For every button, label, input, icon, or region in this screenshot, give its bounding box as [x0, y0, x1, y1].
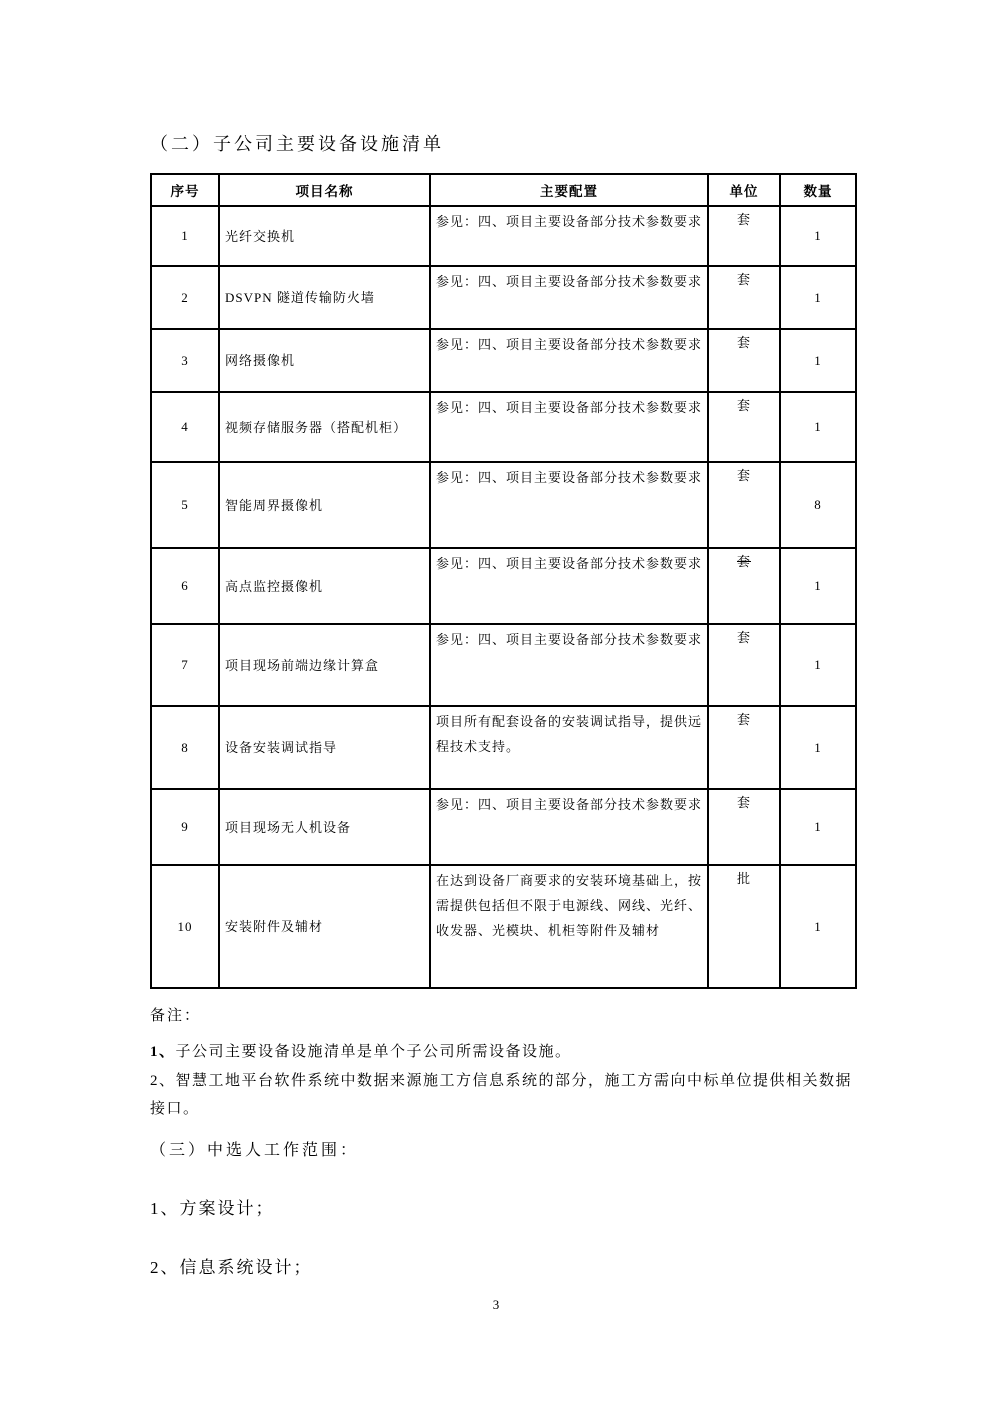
table-header-row: [151, 174, 856, 206]
cell-config: 参见：四、项目主要设备部分技术参数要求: [430, 266, 708, 329]
page-number: 3: [492, 1297, 500, 1312]
section-2-heading: （二）子公司主要设备设施清单: [150, 134, 444, 154]
table-row: [151, 624, 856, 706]
note-item-1: [150, 1038, 856, 1066]
cell-no: 10: [151, 865, 219, 988]
cell-qty: 1: [780, 392, 856, 462]
cell-qty: 1: [780, 624, 856, 706]
notes-section: [150, 1004, 856, 1123]
cell-config: 参见：四、项目主要设备部分技术参数要求: [430, 206, 708, 266]
cell-name: 智能周界摄像机: [219, 462, 430, 548]
cell-name: 高点监控摄像机: [219, 548, 430, 624]
table-row: [151, 865, 856, 988]
cell-no: 5: [151, 462, 219, 548]
cell-config: 在达到设备厂商要求的安装环境基础上，按需提供包括但不限于电源线、网线、光纤、收发器、光模块、机柜等附件及辅材: [430, 865, 708, 988]
cell-name: 光纤交换机: [219, 206, 430, 266]
cell-unit: 套: [708, 462, 780, 548]
scope-item-2: 2、信息系统设计；: [150, 1258, 313, 1277]
cell-config: 参见：四、项目主要设备部分技术参数要求: [430, 462, 708, 548]
cell-unit: 套: [708, 266, 780, 329]
table-row: [151, 462, 856, 548]
cell-config: 参见：四、项目主要设备部分技术参数要求: [430, 789, 708, 865]
cell-config: 参见：四、项目主要设备部分技术参数要求: [430, 392, 708, 462]
cell-no: 9: [151, 789, 219, 865]
table-row: [151, 548, 856, 624]
cell-config: 参见：四、项目主要设备部分技术参数要求: [430, 548, 708, 624]
cell-unit: 套: [708, 392, 780, 462]
cell-unit: 套: [708, 624, 780, 706]
table-row: [151, 206, 856, 266]
cell-unit-strikethrough: 套: [708, 548, 780, 624]
cell-unit: 套: [708, 329, 780, 392]
equipment-table: [150, 173, 857, 989]
cell-no: 6: [151, 548, 219, 624]
cell-no: 2: [151, 266, 219, 329]
table-row: [151, 266, 856, 329]
table-row: [151, 329, 856, 392]
scope-item-1: 1、方案设计；: [150, 1199, 275, 1218]
table-row: [151, 392, 856, 462]
cell-qty: 1: [780, 865, 856, 988]
cell-unit: 套: [708, 206, 780, 266]
cell-no: 3: [151, 329, 219, 392]
cell-config: 参见：四、项目主要设备部分技术参数要求: [430, 329, 708, 392]
cell-qty: 1: [780, 706, 856, 789]
table-row: [151, 789, 856, 865]
cell-qty: 8: [780, 462, 856, 548]
cell-unit: 套: [708, 706, 780, 789]
cell-config: 项目所有配套设备的安装调试指导，提供远程技术支持。: [430, 706, 708, 789]
note-text: 智慧工地平台软件系统中数据来源施工方信息系统的部分，施工方需向中标单位提供相关数据接口。: [150, 1073, 853, 1117]
cell-name: 视频存储服务器（搭配机柜）: [219, 392, 430, 462]
cell-no: 4: [151, 392, 219, 462]
note-item-2: [150, 1067, 856, 1123]
cell-name: 项目现场无人机设备: [219, 789, 430, 865]
notes-label: 备注：: [150, 1008, 202, 1024]
page-content: [150, 130, 856, 1278]
cell-config: 参见：四、项目主要设备部分技术参数要求: [430, 624, 708, 706]
cell-qty: 1: [780, 789, 856, 865]
column-header-qty: 数量: [780, 174, 856, 206]
cell-unit: 套: [708, 789, 780, 865]
column-header-unit: 单位: [708, 174, 780, 206]
section-3-heading: （三）中选人工作范围：: [150, 1142, 360, 1159]
table-row: [151, 706, 856, 789]
cell-name: 安装附件及辅材: [219, 865, 430, 988]
cell-no: 8: [151, 706, 219, 789]
cell-qty: 1: [780, 329, 856, 392]
cell-name: 项目现场前端边缘计算盒: [219, 624, 430, 706]
note-text: 子公司主要设备设施清单是单个子公司所需设备设施。: [175, 1044, 572, 1060]
cell-no: 1: [151, 206, 219, 266]
cell-qty: 1: [780, 206, 856, 266]
column-header-no: 序号: [151, 174, 219, 206]
cell-name: 网络摄像机: [219, 329, 430, 392]
cell-qty: 1: [780, 548, 856, 624]
column-header-config: 主要配置: [430, 174, 708, 206]
note-number: 2、: [150, 1073, 176, 1089]
cell-unit: 批: [708, 865, 780, 988]
cell-qty: 1: [780, 266, 856, 329]
cell-name: 设备安装调试指导: [219, 706, 430, 789]
note-number: 1、: [150, 1044, 176, 1060]
cell-no: 7: [151, 624, 219, 706]
cell-name: DSVPN 隧道传输防火墙: [219, 266, 430, 329]
column-header-name: 项目名称: [219, 174, 430, 206]
